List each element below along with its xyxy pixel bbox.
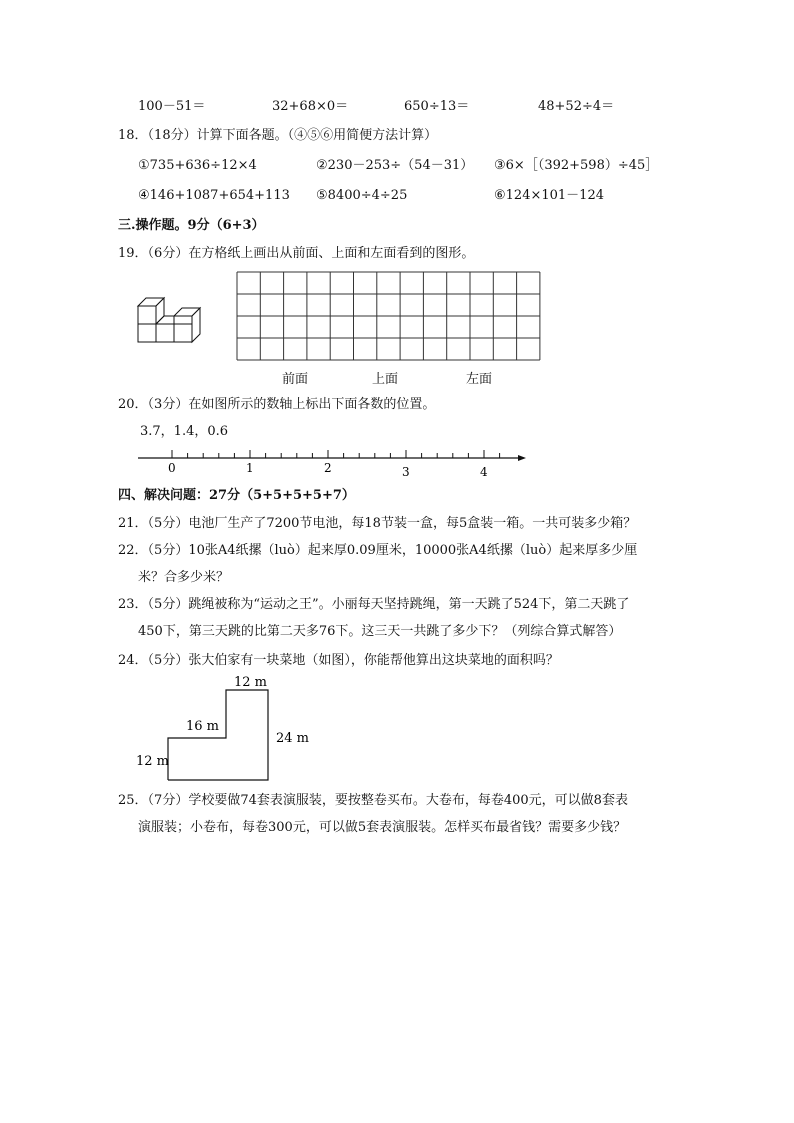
dim-inner: 16 m	[186, 719, 220, 734]
calc-item-3: 650÷13＝	[404, 99, 470, 114]
calc-item-1: 100－51＝	[138, 99, 206, 114]
q20-text: 20．（3分）在如图所示的数轴上标出下面各数的位置。	[118, 397, 436, 412]
q25-line2: 演服装；小卷布，每卷300元，可以做5套表演服装。怎样买布最省钱？需要多少钱？	[138, 820, 627, 835]
axis-label-1: 1	[246, 461, 254, 475]
q25-line1: 25．（7分）学校要做74套表演服装，要按整卷买布。大卷布，每卷400元，可以做8套表	[118, 793, 628, 808]
dim-right: 24 m	[276, 731, 310, 746]
q18-item-3: ③6×［（392+598）÷45］	[494, 158, 659, 173]
q18-header: 18．（18分）计算下面各题。（④⑤⑥用简便方法计算）	[118, 128, 438, 143]
axis-label-3: 3	[402, 465, 410, 479]
q20-numbers: 3.7，1.4，0.6	[140, 424, 229, 439]
q24-text: 24．（5分）张大伯家有一块菜地（如图），你能帮他算出这块菜地的面积吗？	[118, 653, 559, 668]
cube-figure	[134, 292, 216, 344]
grid-label-left: 左面	[466, 372, 493, 387]
q19-text: 19．（6分）在方格纸上画出从前面、上面和左面看到的图形。	[118, 246, 475, 261]
dim-left: 12 m	[136, 754, 170, 769]
dim-top: 12 m	[234, 675, 268, 690]
q18-item-1: ①735+636÷12×4	[138, 158, 257, 173]
axis-label-0: 0	[168, 461, 176, 475]
q22-line1: 22．（5分）10张A4纸摞（luò）起来厚0.09厘米，10000张A4纸摞（luò）起来厚多少厘	[118, 543, 638, 558]
section3-title: 三.操作题。9分（6+3）	[118, 218, 265, 233]
garden-figure	[130, 672, 320, 784]
axis-label-2: 2	[324, 461, 332, 475]
q18-item-2: ②230－253÷（54－31）	[316, 158, 474, 173]
calc-item-2: 32+68×0＝	[272, 99, 349, 114]
calc-item-4: 48+52÷4＝	[538, 99, 615, 114]
q23-line1: 23．（5分）跳绳被称为“运动之王”。小丽每天坚持跳绳，第一天跳了524下，第二天跳了	[118, 597, 630, 612]
grid-paper	[236, 271, 542, 362]
grid-label-top: 上面	[372, 372, 399, 387]
q18-item-6: ⑥124×101－124	[494, 188, 604, 203]
section4-title: 四、解决问题：27分（5+5+5+5+7）	[118, 488, 355, 503]
q18-item-4: ④146+1087+654+113	[138, 188, 290, 203]
number-line	[134, 446, 530, 480]
q23-line2: 450下，第三天跳的比第二天多76下。这三天一共跳了多少下？（列综合算式解答）	[138, 624, 622, 639]
axis-label-4: 4	[480, 465, 488, 479]
grid-label-front: 前面	[282, 372, 309, 387]
q22-line2: 米？合多少米？	[138, 570, 230, 585]
q21-text: 21．（5分）电池厂生产了7200节电池，每18节装一盒，每5盒装一箱。一共可装多少箱？	[118, 516, 637, 531]
q18-item-5: ⑤8400÷4÷25	[316, 188, 408, 203]
